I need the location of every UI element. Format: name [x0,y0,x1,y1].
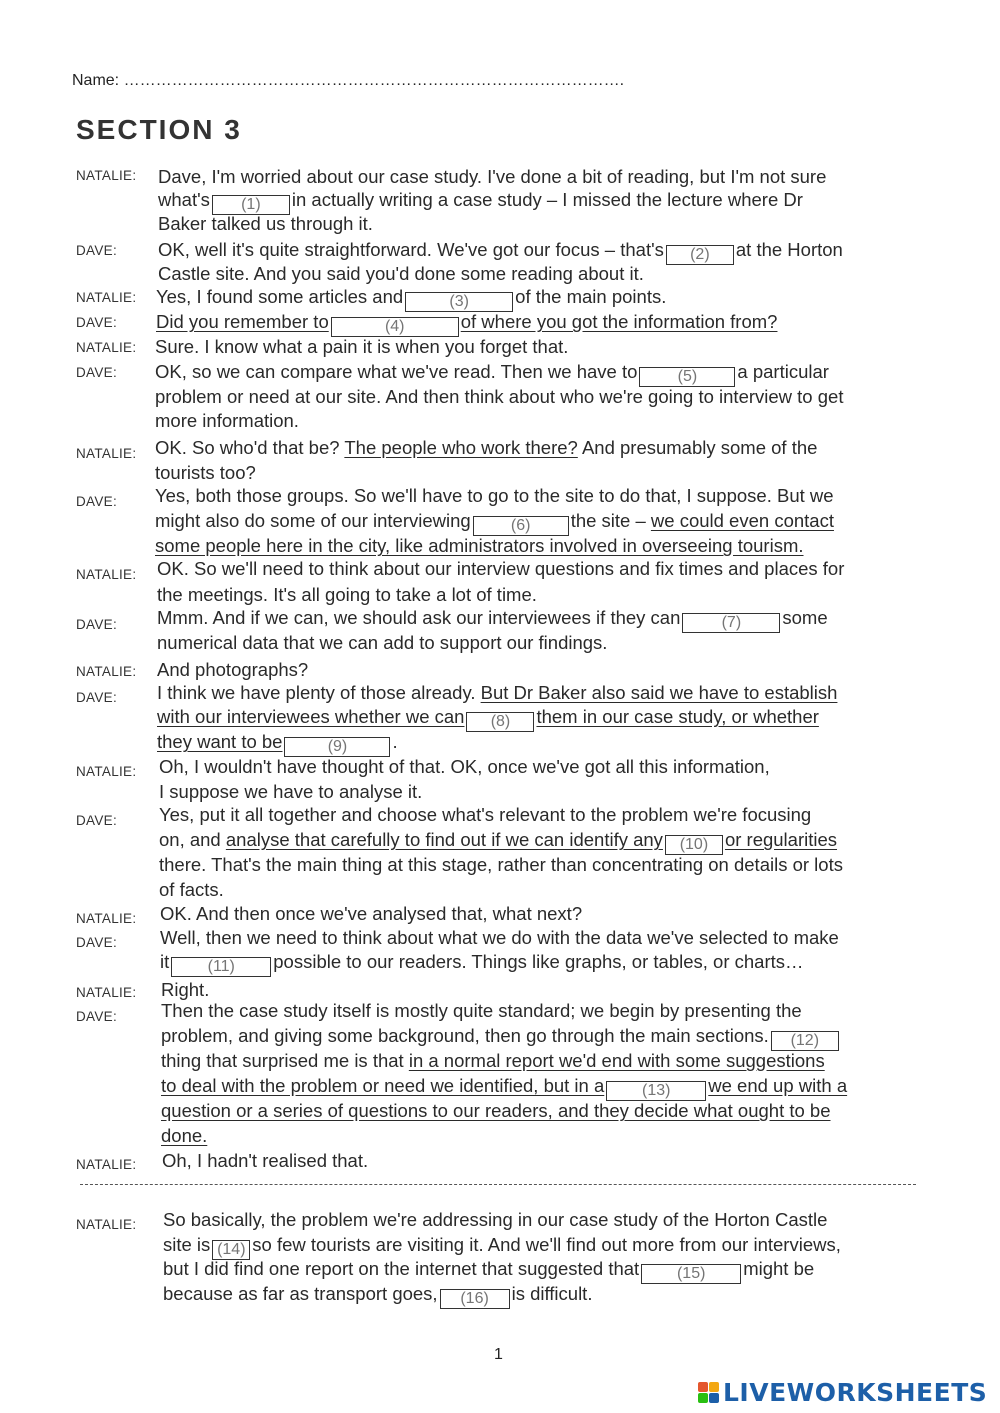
text-segment: the site – [570,510,646,531]
text-segment: I think we have plenty of those already. [157,682,476,703]
text-line: Then the case study itself is mostly quite standard; we begin by presenting the [161,1000,802,1021]
text-segment: The people who work there? [344,437,578,458]
text-segment: is difficult. [511,1283,593,1304]
speaker-label: NATALIE: [76,985,137,1000]
text-segment: But Dr Baker also said we have to establish [480,682,838,703]
section-title: SECTION 3 [76,114,242,145]
text-line: Right. [161,979,210,1000]
logo-tile [698,1382,708,1392]
text-segment: because as far as transport goes, [163,1283,438,1304]
text-segment: Did you remember to [156,311,329,332]
text-segment: it [160,951,170,972]
gap-input-13[interactable] [606,1081,706,1101]
text-line: And photographs? [157,659,309,680]
text-line [156,311,777,337]
gap-input-3[interactable] [405,292,513,312]
text-segment: OK. So who'd that be? [155,437,340,458]
text-segment: . [392,731,398,752]
text-line [155,437,817,459]
page-number: 1 [494,1346,503,1363]
text-line [159,829,837,855]
text-line: of facts. [159,879,224,900]
text-line [161,1050,825,1072]
logo-tile [709,1393,719,1403]
text-segment: problem, and giving some background, then go through the main sections. [161,1025,769,1046]
text-line: OK. So we'll need to think about our interview questions and fix times and places for [157,558,845,579]
gap-input-5[interactable] [639,367,735,387]
speaker-label: DAVE: [76,690,118,705]
text-line: Well, then we need to think about what we do with the data we've selected to make [160,927,839,948]
gap-input-4[interactable] [331,317,459,337]
text-segment: in actually writing a case study – I missed the lecture where Dr [291,189,803,210]
gap-input-2[interactable] [666,245,734,265]
gap-input-16[interactable] [440,1289,510,1309]
text-line [163,1234,841,1260]
text-segment: might also do some of our interviewing [155,510,471,531]
text-segment: but I did find one report on the internet that suggested that [163,1258,640,1279]
text-segment: And presumably some of the [581,437,818,458]
speaker-label: NATALIE: [76,340,137,355]
speaker-label: NATALIE: [76,168,137,183]
text-line: Baker talked us through it. [158,213,373,234]
text-line: Castle site. And you said you'd done some reading about it. [158,263,644,284]
text-line [161,1075,847,1101]
text-segment: analyse that carefully to find out if we can identify any [225,829,663,850]
text-segment: what's [158,189,210,210]
gap-input-15[interactable] [641,1264,741,1284]
text-line: I suppose we have to analyse it. [159,781,423,802]
text-line [157,607,828,633]
text-segment: thing that surprised me is that [161,1050,404,1071]
text-segment: OK, so we can compare what we've read. Then we have to [155,361,638,382]
text-line: problem or need at our site. And then think about who we're going to interview to get [155,386,844,407]
speaker-label: DAVE: [76,494,118,509]
brand-name: LIVEWORKSHEETS [723,1378,988,1407]
gap-input-6[interactable] [473,516,569,536]
speaker-label: NATALIE: [76,764,137,779]
name-line: Name: …………………………………………………………………………………. [72,72,625,89]
speaker-label: NATALIE: [76,1157,137,1172]
text-line: Oh, I wouldn't have thought of that. OK, once we've got all this information, [159,756,770,777]
speaker-label: DAVE: [76,617,118,632]
text-segment: of the main points. [515,286,667,307]
gap-input-14[interactable] [212,1240,250,1260]
text-line [163,1283,592,1309]
text-line [163,1258,814,1284]
text-line: there. That's the main thing at this stage, rather than concentrating on details or lots [159,854,843,875]
logo-tile [698,1393,708,1403]
text-segment: of where you got the information from? [460,311,778,332]
text-line [155,361,829,387]
speaker-label: DAVE: [76,1009,118,1024]
speaker-label: DAVE: [76,813,118,828]
text-segment: OK, well it's quite straightforward. We've got our focus – that's [158,239,664,260]
text-segment: so few tourists are visiting it. And we'll find out more from our interviews, [252,1234,841,1255]
text-line: some people here in the city, like administrators involved in overseeing tourism. [155,535,804,556]
text-line: numerical data that we can add to support our findings. [157,632,608,653]
speaker-label: DAVE: [76,365,118,380]
text-segment: them in our case study, or whether [536,706,819,727]
logo-tile [709,1382,719,1392]
text-line [158,239,843,265]
section-divider [80,1184,916,1185]
text-line: more information. [155,410,299,431]
logo-grid-icon [698,1382,719,1403]
speaker-label: DAVE: [76,315,118,330]
text-line [157,706,819,732]
text-segment: they want to be [157,731,283,752]
text-line: So basically, the problem we're addressing in our case study of the Horton Castle [163,1209,828,1230]
gap-input-10[interactable] [665,835,723,855]
text-line: OK. And then once we've analysed that, what next? [160,903,583,924]
text-segment: Yes, I found some articles and [156,286,404,307]
speaker-label: NATALIE: [76,911,137,926]
text-segment: Mmm. And if we can, we should ask our interviewees if they can [157,607,681,628]
text-line: the meetings. It's all going to take a lot of time. [157,584,537,605]
gap-input-11[interactable] [171,957,271,977]
text-segment: or regularities [724,829,838,850]
text-line [155,510,834,536]
text-line: question or a series of questions to our readers, and they decide what ought to be [161,1100,831,1121]
gap-input-12[interactable] [771,1031,839,1051]
text-segment: in a normal report we'd end with some suggestions [408,1050,825,1071]
gap-input-7[interactable] [682,613,780,633]
text-segment: a particular [737,361,829,382]
gap-input-1[interactable] [212,195,290,215]
text-segment: with our interviewees whether we can [157,706,465,727]
gap-input-8[interactable] [466,712,534,732]
text-line: Oh, I hadn't realised that. [162,1150,369,1171]
speaker-label: NATALIE: [76,664,137,679]
text-line [156,286,666,312]
text-line [160,951,804,977]
text-segment: at the Horton [735,239,843,260]
text-line [161,1025,841,1051]
text-line: Sure. I know what a pain it is when you forget that. [155,336,569,357]
text-line: Yes, both those groups. So we'll have to go to the site to do that, I suppose. But we [155,485,834,506]
text-segment: site is [163,1234,211,1255]
speaker-label: NATALIE: [76,290,137,305]
text-line [157,731,398,757]
text-segment: we could even contact [650,510,834,531]
text-line [157,682,837,704]
gap-input-9[interactable] [284,737,390,757]
speaker-label: NATALIE: [76,446,137,461]
text-line [158,189,803,215]
text-line: Dave, I'm worried about our case study. I've done a bit of reading, but I'm not sure [158,166,827,187]
text-line: tourists too? [155,462,256,483]
brand-logo[interactable] [698,1378,987,1407]
speaker-label: DAVE: [76,935,118,950]
text-segment: might be [743,1258,815,1279]
text-line: done. [161,1125,208,1146]
speaker-label: DAVE: [76,243,118,258]
speaker-label: NATALIE: [76,567,137,582]
text-line: Yes, put it all together and choose what's relevant to the problem we're focusing [159,804,812,825]
speaker-label: NATALIE: [76,1217,137,1232]
text-segment: to deal with the problem or need we identified, but in a [161,1075,605,1096]
text-segment: we end up with a [708,1075,848,1096]
text-segment: on, and [159,829,221,850]
text-segment: some [782,607,828,628]
text-segment: possible to our readers. Things like graphs, or tables, or charts… [273,951,804,972]
